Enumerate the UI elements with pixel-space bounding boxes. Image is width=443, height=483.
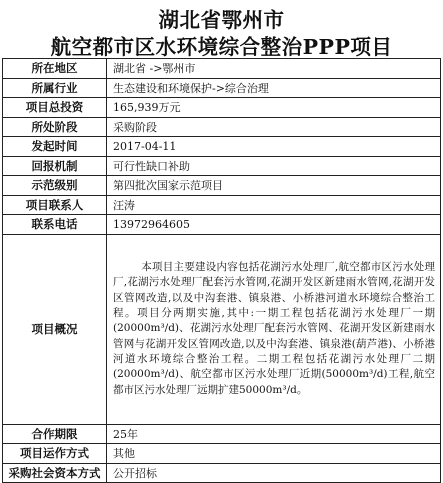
value-return-mechanism: 可行性缺口补助 <box>107 156 441 176</box>
label-demo-level: 示范级别 <box>3 176 107 196</box>
label-return-mechanism: 回报机制 <box>3 156 107 176</box>
label-stage: 所处阶段 <box>3 117 107 137</box>
label-phone: 联系电话 <box>3 215 107 235</box>
label-procurement-method: 采购社会资本方式 <box>3 463 107 483</box>
label-region: 所在地区 <box>3 59 107 79</box>
table-row <box>3 463 441 483</box>
table-row <box>3 78 441 98</box>
table-row <box>3 98 441 118</box>
table-row <box>3 176 441 196</box>
value-operation-mode: 其他 <box>107 444 441 464</box>
table-row <box>3 234 441 424</box>
document-title <box>0 0 443 58</box>
table-row <box>3 156 441 176</box>
table-row <box>3 444 441 464</box>
label-contact-person: 项目联系人 <box>3 195 107 215</box>
value-investment: 165,939万元 <box>107 98 441 118</box>
value-industry: 生态建设和环境保护->综合治理 <box>107 78 441 98</box>
value-stage: 采购阶段 <box>107 117 441 137</box>
table-row <box>3 424 441 444</box>
label-start-date: 发起时间 <box>3 137 107 157</box>
value-start-date: 2017-04-11 <box>107 137 441 157</box>
value-procurement-method: 公开招标 <box>107 463 441 483</box>
table-row <box>3 137 441 157</box>
label-investment: 项目总投资 <box>3 98 107 118</box>
table-row <box>3 215 441 235</box>
project-info-table <box>2 58 441 483</box>
value-cooperation-term: 25年 <box>107 424 441 444</box>
value-demo-level: 第四批次国家示范项目 <box>107 176 441 196</box>
title-line-1: 湖北省鄂州市 <box>158 8 285 32</box>
overview-text: 本项目主要建设内容包括花湖污水处理厂,航空都市区污水处理厂,花湖污水处理厂配套污水管网,花湖开发区新建雨水管网,花湖开发区管网改造,以及中沟套港、镇泉港、小桥港河道水环境综合整治工程。项目分两期实施,其中:一期工程包括花湖污水处理厂一期(20000m³/d)、花湖污水处理厂配套污水管网、花湖开发区新建雨水管网与花湖开发区管网改造,以及中沟套港、镇泉港(葫芦港)、小桥港河道水环境综合整治工程。二期工程包括花湖污水处理厂二期(20000m³/d)、航空都市区污水处理厂近期(50000m³/d)工程,航空都市区污水处理厂远期扩建50000m³/d。 <box>113 261 435 396</box>
label-cooperation-term: 合作期限 <box>3 424 107 444</box>
label-overview: 项目概况 <box>3 234 107 424</box>
table-row <box>3 195 441 215</box>
table-row <box>3 59 441 79</box>
value-region: 湖北省 ->鄂州市 <box>107 59 441 79</box>
value-phone: 13972964605 <box>107 215 441 235</box>
overview-text-cell <box>107 234 441 424</box>
label-operation-mode: 项目运作方式 <box>3 444 107 464</box>
table-row <box>3 117 441 137</box>
value-contact-person: 汪涛 <box>107 195 441 215</box>
label-industry: 所属行业 <box>3 78 107 98</box>
title-line-2: 航空都市区水环境综合整治PPP项目 <box>50 35 393 59</box>
